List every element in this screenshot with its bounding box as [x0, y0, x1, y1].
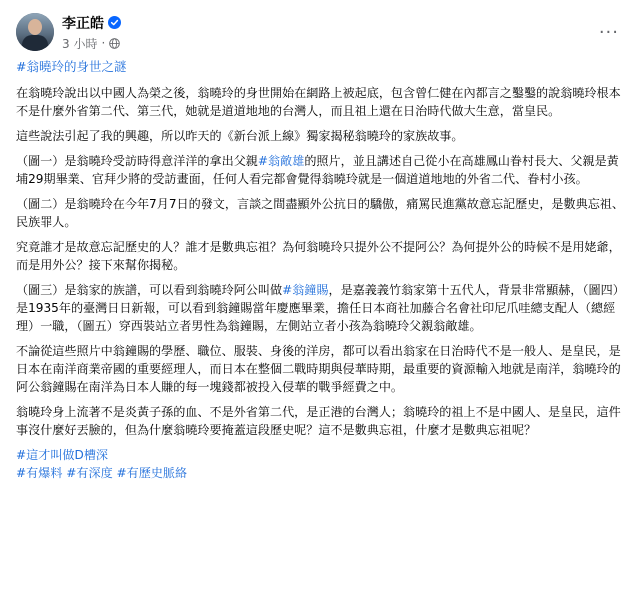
paragraph-1: 在翁曉玲說出以中國人為榮之後，翁曉玲的身世開始在網路上被起底，包含曾仁健在內都言之鑿鑿的說翁曉玲根本不是什麼外省第二代、第三代，她就是道道地地的台灣人，而且祖上還在日治時代做大生意，當皇民。	[16, 86, 621, 118]
globe-icon	[109, 38, 120, 49]
post-header	[16, 10, 625, 54]
paragraph-7: 不論從這些照片中翁鐘賜的學歷、職位、服裝、身後的洋房，都可以看出翁家在日治時代不是一般人、是皇民，是日本在南洋商業帝國的重要經理人，而日本在整個二戰時期與侵華時期，最重要的資源輸入地就是南洋，翁曉玲的阿公翁鐘賜在南洋為日本人賺的每一塊錢都被投入侵華的戰爭經費之中。	[16, 344, 621, 394]
post-meta	[62, 13, 121, 52]
paragraph-5: 究竟誰才是故意忘記歷史的人？誰才是數典忘祖？為何翁曉玲只提外公不提阿公？為何提外公的時候不是用姥爺，而是用外公？接下來幫你揭秘。	[16, 240, 621, 272]
hashtag-list	[16, 446, 625, 482]
post-time[interactable]: 3 小時	[62, 36, 98, 51]
paragraph-6-text-a: （圖三）是翁家的族譜，可以看到翁曉玲阿公叫做	[16, 283, 283, 297]
paragraph-3	[16, 152, 625, 188]
paragraph-8: 翁曉玲身上流著不是炎黃子孫的血、不是外省第二代，是正港的台灣人；翁曉玲的祖上不是中國人、是皇民，這件事沒什麼好丟臉的，但為什麼翁曉玲要掩蓋這段歷史呢？這不是數典忘祖，什麼才是數典忘祖呢？	[16, 405, 621, 437]
hashtag-title[interactable]: #翁曉玲的身世之謎	[16, 59, 127, 74]
hashtag-line-1[interactable]: #這才叫做D槽深	[16, 448, 109, 462]
paragraph-6-text-b: ，是嘉義義竹翁家第十五代人，背景非常顯赫，（圖四）是1935年的臺灣日日新報，可以看到翁鐘賜當年慶應畢業，擔任日本商社加藤合名會社印尼爪哇總支配人（總經理）一職，（圖五）穿西裝站立者男性為翁鐘賜，左側站立者小孩為翁曉玲父親翁敵雄。	[16, 283, 625, 333]
paragraph-3-text-a: （圖一）是翁曉玲受訪時得意洋洋的拿出父親	[16, 154, 258, 168]
hashtag-line-2[interactable]: #有爆料 #有深度 #有歷史脈絡	[16, 466, 188, 480]
avatar[interactable]	[16, 13, 54, 51]
more-options-icon[interactable]: ···	[598, 22, 619, 43]
paragraph-4: （圖二）是翁曉玲在今年7月7日的發文，言談之間盡顯外公抗日的驕傲，痛罵民進黨故意忘記歷史，是數典忘祖、民族罪人。	[16, 197, 624, 229]
hashtag-grandfather[interactable]: #翁鐘賜	[282, 283, 329, 297]
paragraph-3-text-b: 的照片，並且講述自己從小在高雄鳳山眷村長大、父親是黃埔29期畢業、官拜少將的受訪畫面，任何人看完都會覺得翁曉玲就是一個道道地地的外省二代、眷村小孩。	[16, 154, 619, 186]
paragraph-2: 這些說法引起了我的興趣，所以昨天的《新台派上線》獨家揭秘翁曉玲的家族故事。	[16, 129, 464, 143]
post-content	[16, 58, 625, 482]
hashtag-father[interactable]: #翁敵雄	[257, 154, 305, 168]
author-row	[62, 13, 121, 33]
post-time-row	[62, 35, 121, 52]
verified-badge-icon	[108, 16, 121, 29]
author-name[interactable]: 李正皓	[62, 15, 104, 32]
separator-dot: ·	[101, 36, 106, 50]
paragraph-6	[16, 281, 625, 335]
